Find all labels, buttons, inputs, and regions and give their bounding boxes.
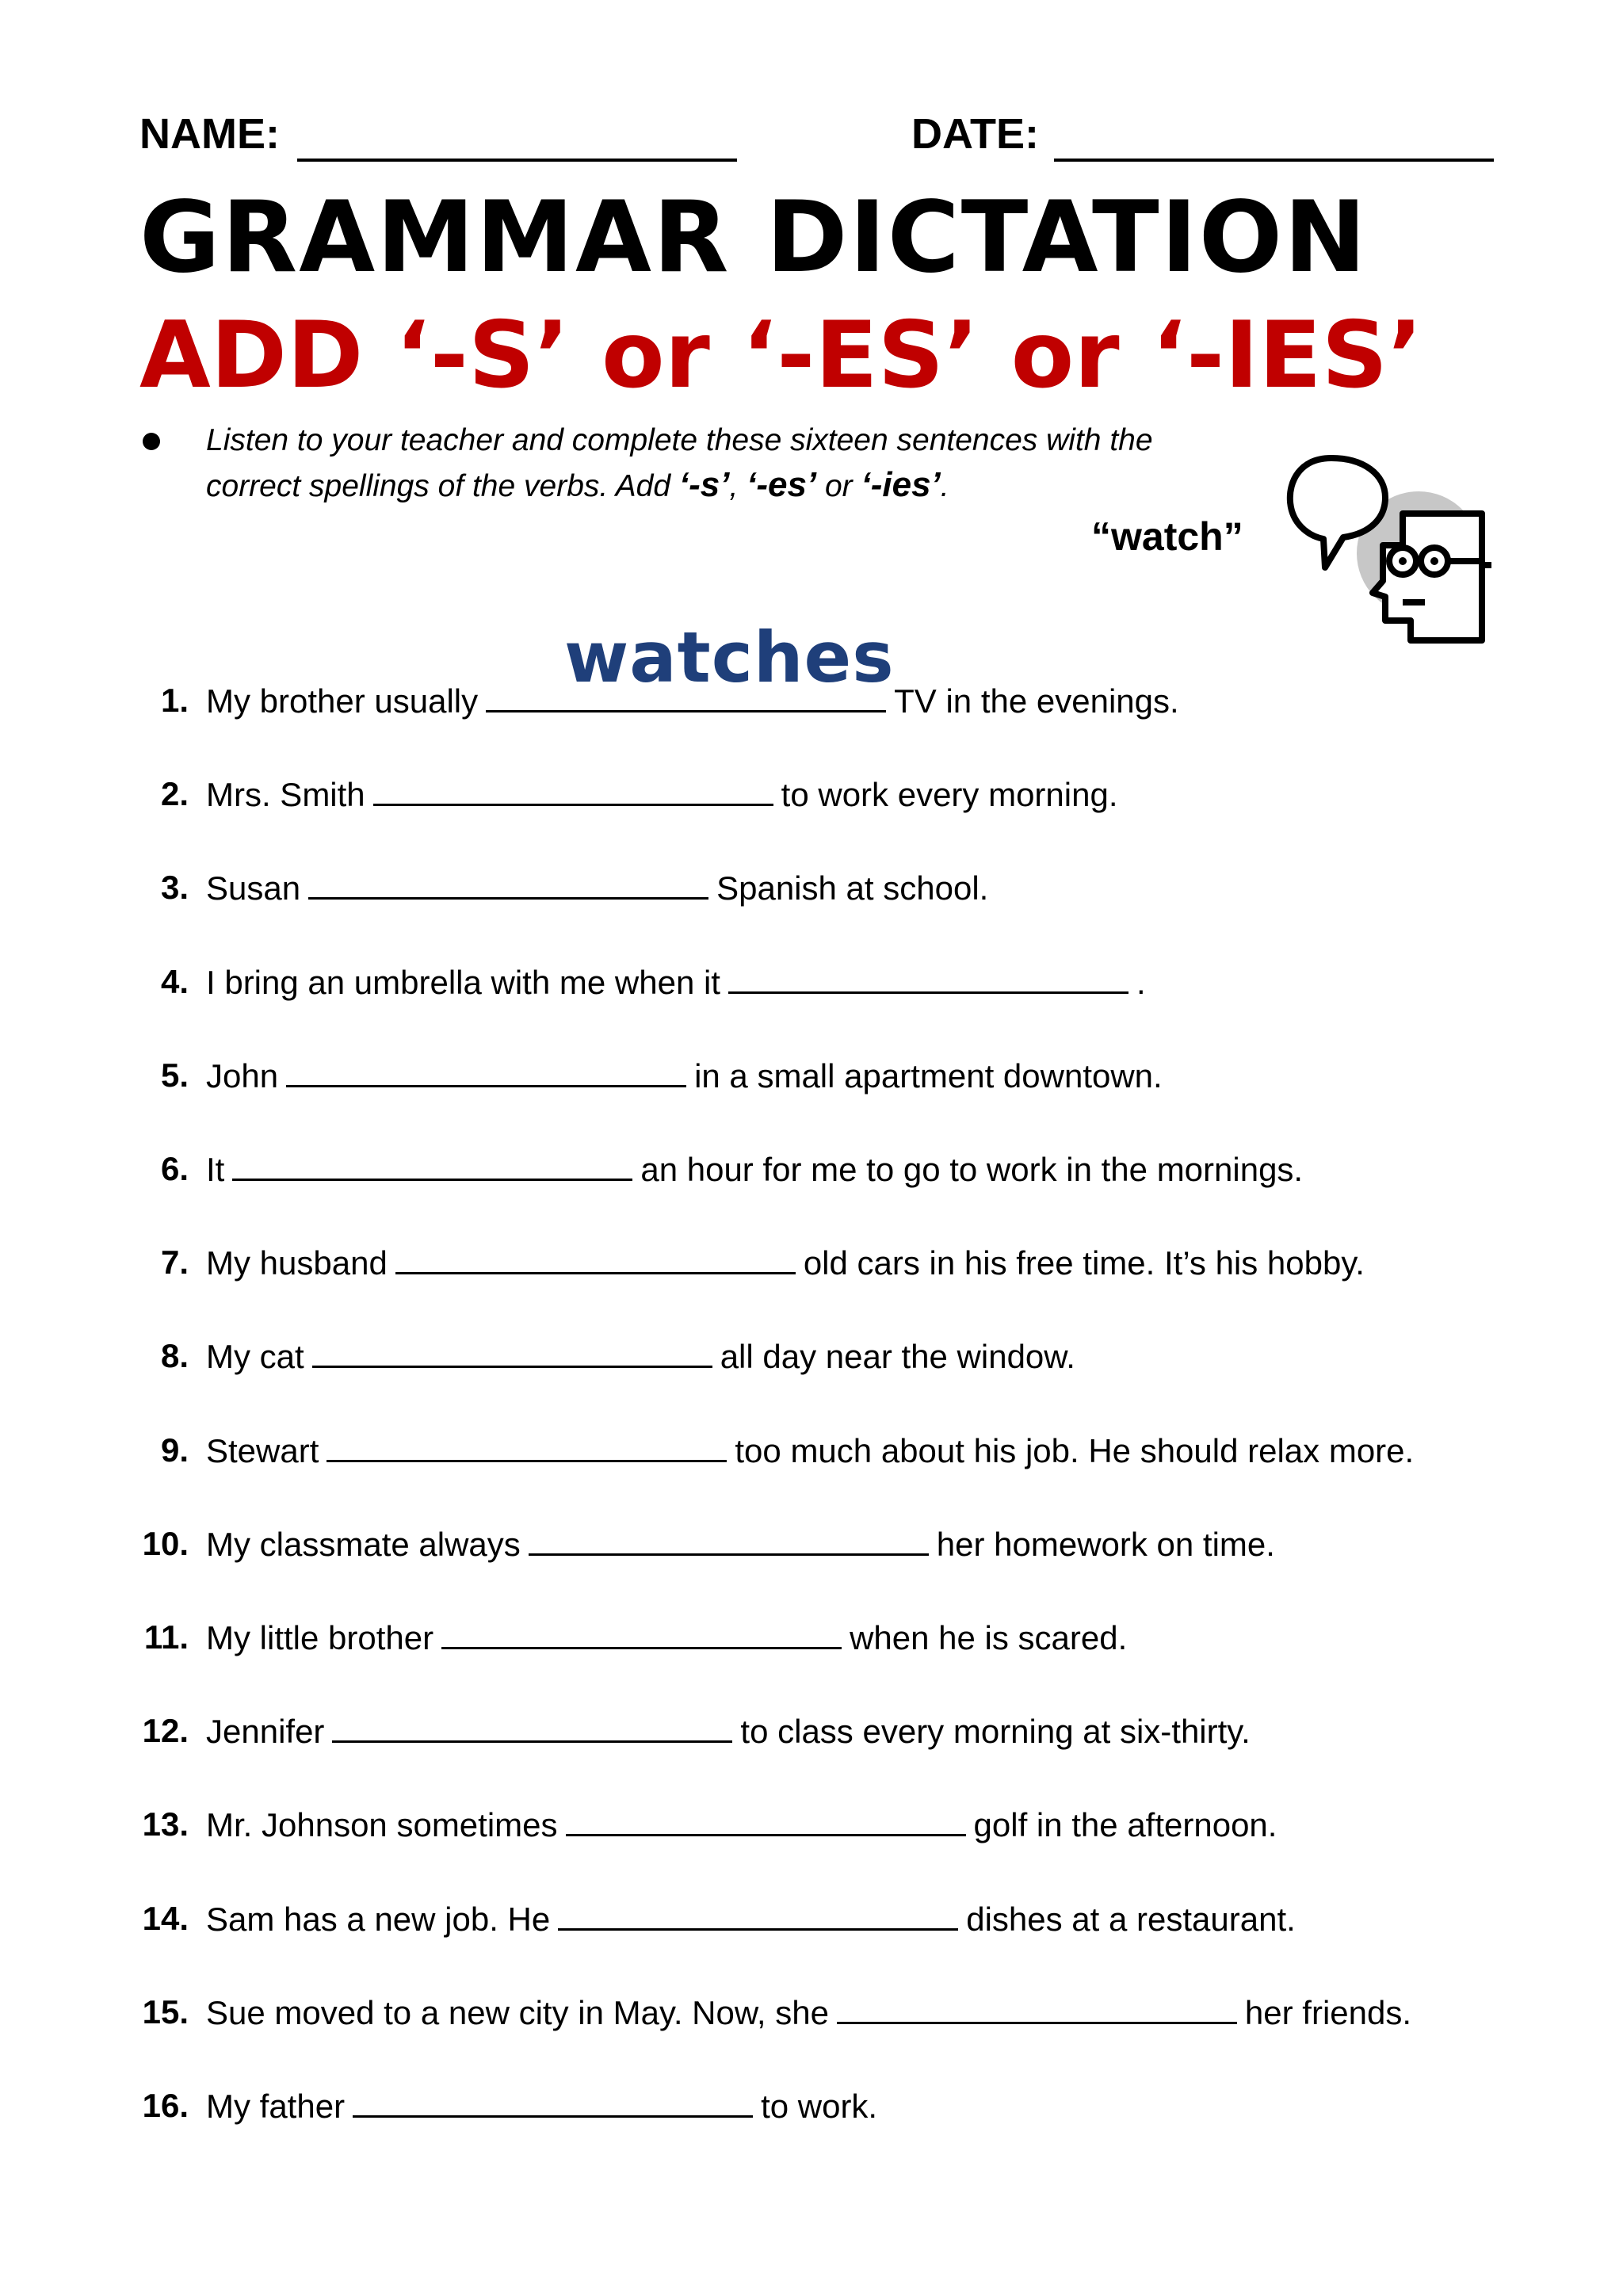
example-answer: watches [564, 617, 895, 698]
example-verb: “watch” [1091, 514, 1243, 559]
answer-blank[interactable] [232, 1150, 632, 1181]
sentence-before: My classmate always [206, 1525, 521, 1563]
sentence-text [206, 1150, 1303, 1189]
sentence-after: all day near the window. [720, 1338, 1075, 1376]
answer-blank[interactable] [558, 1900, 958, 1931]
instructions-end: . [940, 469, 949, 503]
sentence-number: 14. [142, 1899, 189, 1937]
sentence-number: 12. [142, 1712, 189, 1750]
suffix-s: ‘-s’ [678, 465, 730, 504]
sentence-after: . [1136, 963, 1146, 1001]
sentence-before: Mr. Johnson sometimes [206, 1806, 558, 1844]
suffix-es: ‘-es’ [747, 465, 817, 504]
sentence-after: to work every morning. [781, 776, 1118, 814]
sentence-after: to work. [761, 2088, 878, 2125]
date-label: DATE: [911, 110, 1039, 158]
sentence-text [206, 1431, 1414, 1470]
sentence-number: 16. [142, 2087, 189, 2124]
sentence-before: Sue moved to a new city in May. Now, she [206, 1993, 829, 2031]
sentence-text [206, 1525, 1275, 1564]
name-label: NAME: [139, 110, 280, 158]
instructions-comma: , [729, 469, 747, 503]
sentence-text [206, 963, 1146, 1002]
instructions-text: correct spellings of the verbs. Add [206, 469, 679, 503]
sentence-number: 10. [142, 1524, 189, 1562]
answer-blank[interactable] [353, 2087, 753, 2118]
sentence-text [206, 1712, 1251, 1751]
sentence-after: to class every morning at six-thirty. [740, 1713, 1251, 1751]
sentence-row [0, 1702, 1623, 1758]
sentence-number: 9. [160, 1431, 189, 1469]
sentence-row [0, 1515, 1623, 1571]
sentence-row [0, 1328, 1623, 1383]
sentence-after: Spanish at school. [716, 869, 989, 907]
sentence-row [0, 1140, 1623, 1196]
answer-blank[interactable] [327, 1431, 727, 1462]
sentence-row [0, 1234, 1623, 1289]
sentence-number: 3. [160, 869, 189, 907]
sentence-row [0, 1609, 1623, 1664]
sentence-before: My father [206, 2088, 346, 2125]
sentence-text [206, 1337, 1075, 1376]
sentence-before: My husband [206, 1244, 388, 1282]
sentence-before: John [206, 1056, 279, 1095]
answer-blank[interactable] [308, 869, 708, 900]
sentence-before: Sam has a new job. He [206, 1900, 551, 1938]
sentence-number: 6. [160, 1150, 189, 1187]
sentence-after: her homework on time. [936, 1525, 1275, 1563]
sentence-before: Mrs. Smith [206, 776, 365, 814]
answer-blank[interactable] [395, 1244, 796, 1274]
sentence-row [0, 1984, 1623, 2039]
sentence-text [206, 2087, 877, 2126]
sentence-before: My cat [206, 1338, 304, 1376]
sentence-row [0, 766, 1623, 821]
sentence-text [206, 869, 988, 907]
sentence-text [206, 1993, 1411, 2032]
answer-blank[interactable] [373, 775, 773, 806]
sentence-after: golf in the afternoon. [973, 1806, 1277, 1844]
sentence-row [0, 1422, 1623, 1477]
sentence-row [0, 672, 1623, 728]
page-subtitle: ADD ‘-S’ or ‘-ES’ or ‘-IES’ [139, 302, 1423, 409]
sentence-number: 4. [160, 962, 189, 1000]
sentence-text [206, 775, 1118, 814]
sentence-after: her friends. [1244, 1993, 1412, 2031]
answer-blank[interactable] [486, 682, 886, 712]
sentence-row [0, 953, 1623, 1009]
sentence-before: Stewart [206, 1431, 319, 1469]
page-title: GRAMMAR DICTATION [139, 181, 1368, 295]
sentence-number: 11. [143, 1618, 189, 1656]
sentence-number: 2. [160, 775, 189, 813]
sentence-after: too much about his job. He should relax more. [735, 1431, 1415, 1469]
sentence-before: It [206, 1151, 225, 1188]
answer-blank[interactable] [332, 1712, 732, 1743]
answer-blank[interactable] [566, 1805, 966, 1836]
sentence-after: old cars in his free time. It’s his hobby. [803, 1244, 1365, 1282]
suffix-ies: ‘-ies’ [861, 465, 941, 504]
sentence-before: Susan [206, 869, 301, 907]
sentence-after: TV in the evenings. [894, 682, 1179, 720]
sentence-text [206, 1900, 1296, 1939]
sentence-before: My little brother [206, 1619, 434, 1656]
instructions-or: or [816, 469, 861, 503]
sentence-text [206, 1056, 1163, 1095]
sentence-text [206, 1618, 1127, 1657]
instructions-line-1: Listen to your teacher and complete these sixteen sentences with the [206, 423, 1153, 457]
sentence-text [206, 682, 1179, 720]
sentence-row [0, 2077, 1623, 2133]
sentence-number: 5. [160, 1056, 189, 1094]
sentence-text [206, 1805, 1277, 1844]
sentence-after: when he is scared. [850, 1619, 1128, 1656]
sentence-row [0, 859, 1623, 915]
sentence-number: 7. [160, 1244, 189, 1282]
sentence-row [0, 1047, 1623, 1102]
answer-blank[interactable] [837, 1993, 1237, 2024]
sentence-before: I bring an umbrella with me when it [206, 963, 720, 1001]
sentence-number: 15. [142, 1992, 189, 2030]
sentence-before: My brother usually [206, 682, 479, 720]
sentence-after: in a small apartment downtown. [694, 1056, 1163, 1095]
answer-blank[interactable] [529, 1525, 929, 1556]
sentence-row [0, 1796, 1623, 1851]
sentence-row [0, 1890, 1623, 1946]
sentence-text [206, 1244, 1365, 1282]
answer-blank[interactable] [728, 963, 1128, 994]
sentence-after: an hour for me to go to work in the mornings. [640, 1151, 1304, 1188]
sentence-after: dishes at a restaurant. [966, 1900, 1296, 1938]
sentence-number: 8. [160, 1337, 189, 1375]
answer-blank[interactable] [286, 1056, 686, 1087]
sentence-number: 1. [160, 682, 189, 719]
sentence-before: Jennifer [206, 1713, 325, 1751]
answer-blank[interactable] [441, 1618, 842, 1649]
answer-blank[interactable] [312, 1337, 712, 1368]
sentence-number: 13. [142, 1805, 189, 1843]
